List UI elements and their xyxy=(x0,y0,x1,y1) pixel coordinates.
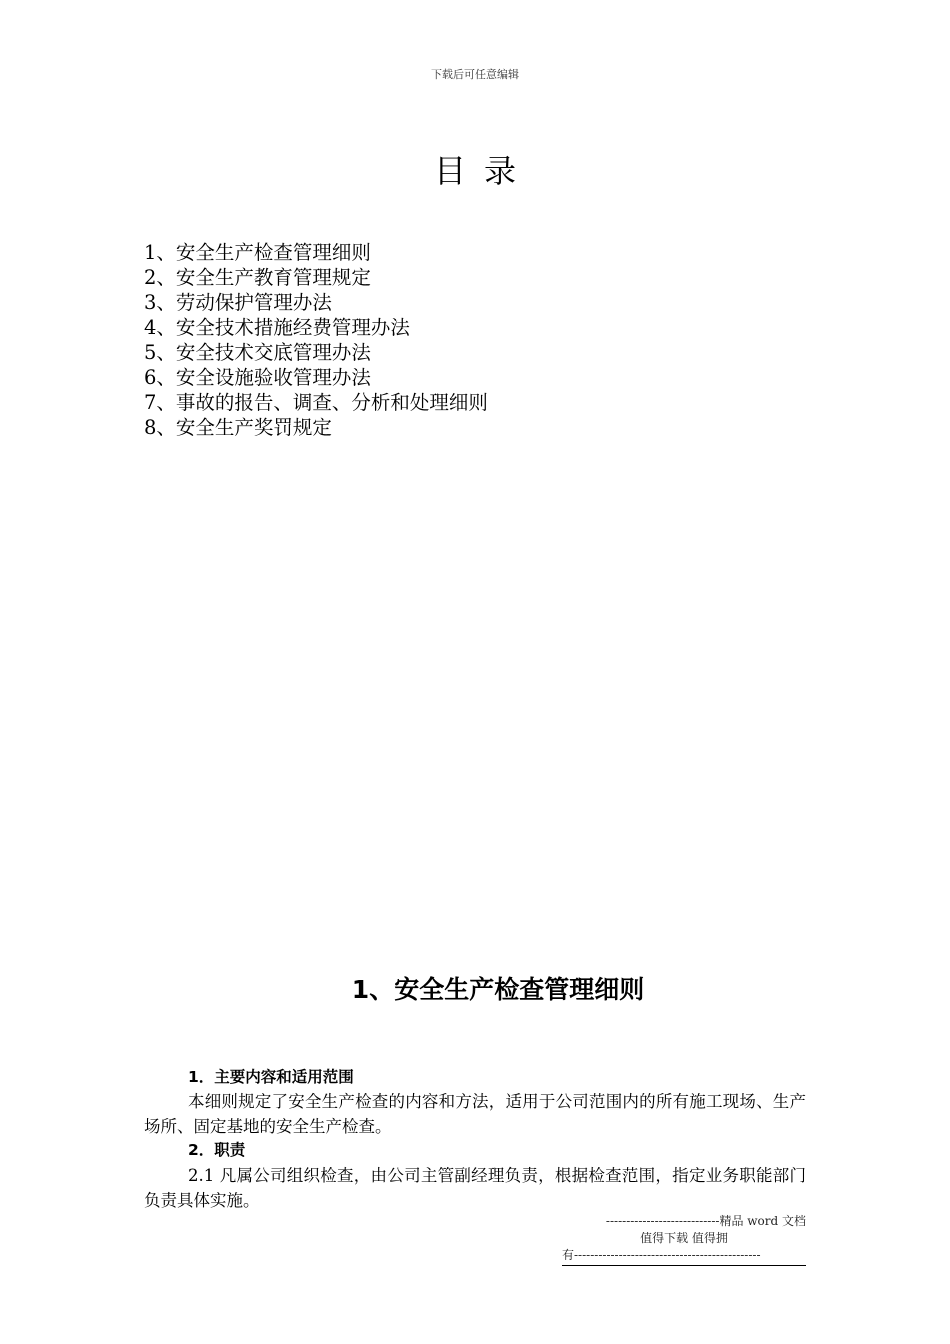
toc-item: 8、安全生产奖罚规定 xyxy=(144,416,332,439)
footer-note xyxy=(562,1213,806,1266)
section-paragraph-duties: 2.1 凡属公司组织检查，由公司主管副经理负责，根据检查范围，指定业务职能部门负责具体实施。 xyxy=(144,1166,806,1210)
section-heading-scope: 1．主要内容和适用范围 xyxy=(188,1068,354,1086)
toc-item: 2、安全生产教育管理规定 xyxy=(144,266,371,289)
toc-item: 3、劳动保护管理办法 xyxy=(144,291,332,314)
toc-item: 4、安全技术措施经费管理办法 xyxy=(144,316,410,339)
section-paragraph-scope: 本细则规定了安全生产检查的内容和方法，适用于公司范围内的所有施工现场、生产场所、固定基地的安全生产检查。 xyxy=(144,1092,806,1136)
toc-item: 1、安全生产检查管理细则 xyxy=(144,241,371,264)
section-heading-duties: 2．职责 xyxy=(188,1141,246,1159)
section-title: 1、安全生产检查管理细则 xyxy=(351,975,645,1004)
toc-list xyxy=(144,240,488,440)
footer-line: 值得下载 值得拥 xyxy=(640,1231,728,1245)
header-note: 下载后可任意编辑 xyxy=(431,68,519,81)
toc-item: 7、事故的报告、调查、分析和处理细则 xyxy=(144,391,488,414)
toc-title: 目录 xyxy=(433,152,534,190)
toc-item: 6、安全设施验收管理办法 xyxy=(144,366,371,389)
footer-line: 有---------------------------------------------- xyxy=(562,1247,806,1266)
toc-item: 5、安全技术交底管理办法 xyxy=(144,341,371,364)
footer-line: ----------------------------精品 word 文档 xyxy=(605,1214,806,1228)
